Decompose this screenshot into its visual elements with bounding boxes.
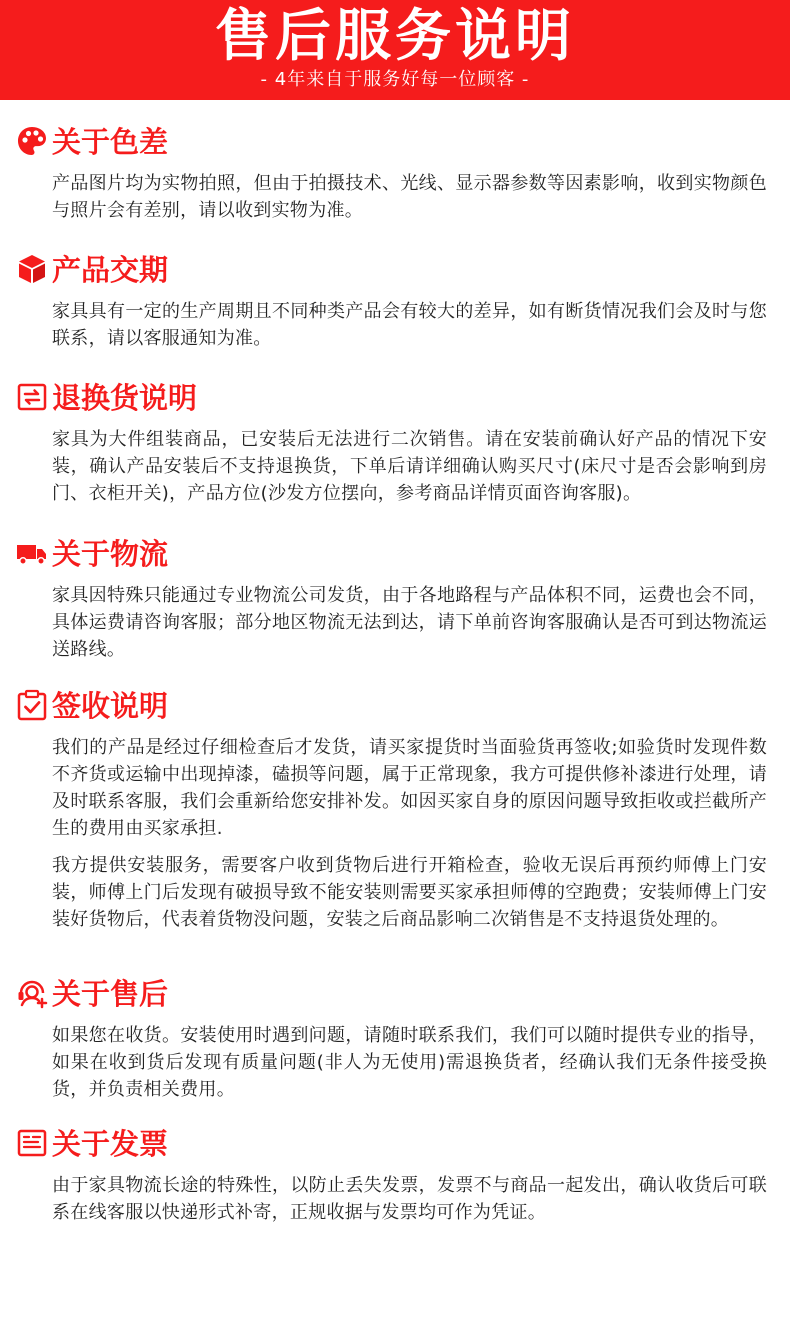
section-title: 退换货说明	[52, 381, 198, 415]
section-title: 签收说明	[52, 689, 169, 723]
section-title: 关于售后	[52, 977, 169, 1011]
exchange-icon	[16, 381, 48, 413]
section-paragraph: 产品图片均为实物拍照，但由于拍摄技术、光线、显示器参数等因素影响，收到实物颜色与照片会有差别，请以收到实物为准。	[52, 173, 767, 221]
section-paragraph: 家具为大件组装商品，已安装后无法进行二次销售。请在安装前确认好产品的情况下安装，确认产品安装后不支持退换货，下单后请详细确认购买尺寸(床尺寸是否会影响到房门、衣柜开关)，产品方位(沙发方位摆向，参考商品详情页面咨询客服)。	[52, 429, 767, 504]
palette-icon	[16, 125, 48, 157]
section-title: 关于发票	[52, 1127, 169, 1161]
section-title: 关于色差	[52, 125, 169, 159]
section-paragraph: 家具具有一定的生产周期且不同种类产品会有较大的差异，如有断货情况我们会及时与您联系，请以客服通知为准。	[52, 301, 767, 349]
truck-icon	[16, 537, 48, 569]
page-header	[0, 0, 790, 100]
clipboard-check-icon	[16, 689, 48, 721]
section-paragraph: 由于家具物流长途的特殊性，以防止丢失发票，发票不与商品一起发出，确认收货后可联系在线客服以快递形式补寄，正规收据与发票均可作为凭证。	[52, 1175, 767, 1223]
page-title: 售后服务说明	[215, 4, 575, 69]
section-paragraph: 家具因特殊只能通过专业物流公司发货，由于各地路程与产品体积不同，运费也会不同，具体运费请咨询客服；部分地区物流无法到达，请下单前咨询客服确认是否可到达物流运送路线。	[52, 585, 767, 660]
section-title: 产品交期	[52, 253, 169, 287]
section-paragraph: 我方提供安装服务，需要客户收到货物后进行开箱检查，验收无误后再预约师傅上门安装，师傅上门后发现有破损导致不能安装则需要买家承担师傅的空跑费；安装师傅上门安装好货物后，代表着货物没问题，安装之后商品影响二次销售是不支持退货处理的。	[52, 855, 767, 930]
section-title: 关于物流	[52, 537, 169, 571]
customer-service-icon	[16, 977, 48, 1009]
section-paragraph: 如果您在收货。安装使用时遇到问题，请随时联系我们，我们可以随时提供专业的指导，如果在收到货后发现有质量问题(非人为无使用)需退换货者，经确认我们无条件接受换货，并负责相关费用。	[52, 1025, 767, 1100]
invoice-icon	[16, 1127, 48, 1159]
page-subtitle: - 4年来自于服务好每一位顾客 -	[260, 69, 530, 90]
section-paragraph: 我们的产品是经过仔细检查后才发货，请买家提货时当面验货再签收;如验货时发现件数不齐货或运输中出现掉漆，磕损等问题，属于正常现象，我方可提供修补漆进行处理，请及时联系客服，我们会重新给您安排补发。如因买家自身的原因问题导致拒收或拦截所产生的费用由买家承担.	[52, 737, 767, 839]
box-icon	[16, 253, 48, 285]
